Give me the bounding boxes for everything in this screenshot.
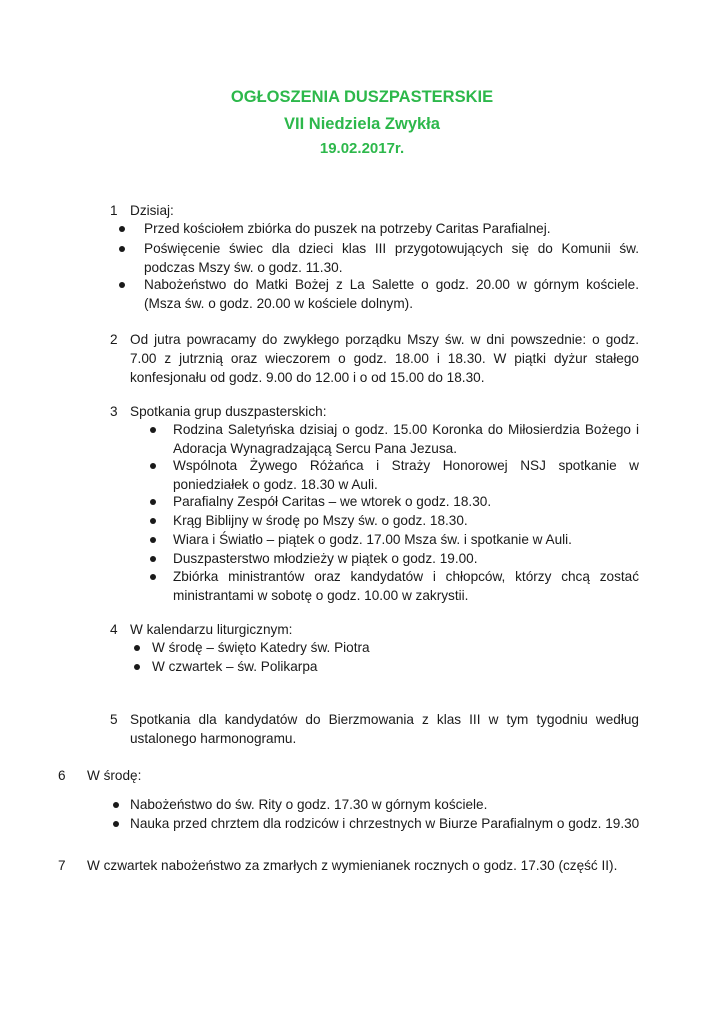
section-4-item: W środę – święto Katedry św. Piotra [152, 640, 370, 655]
bullet-icon [119, 226, 125, 232]
bullet-icon [150, 537, 156, 543]
section-2-text: Od jutra powracamy do zwykłego porządku Mszy św. w dni powszednie: o godz. 7.00 z jutrznią oraz wieczorem o godz. 18.00 i 18.30. W piątki dyżur stałego konfesjonału od godz. 9.00 do 12.00 i o od 15.00 do 18.30. [130, 332, 639, 385]
section-1-item: Poświęcenie świec dla dzieci klas III przygotowujących się do Komunii św. podczas Mszy św. o godz. 11.30. [144, 241, 639, 275]
page-date: 19.02.2017r. [319, 140, 405, 157]
section-4-label: W kalendarzu liturgicznym: [130, 622, 293, 637]
section-3-item: Wiara i Światło – piątek o godz. 17.00 Msza św. i spotkanie w Auli. [173, 532, 572, 547]
bullet-icon [113, 821, 119, 827]
page-title: OGŁOSZENIA DUSZPASTERSKIE [230, 88, 494, 106]
section-5-text: Spotkania dla kandydatów do Bierzmowania z klas III w tym tygodniu według ustalonego harmonogramu. [130, 712, 639, 746]
section-7-number: 7 [58, 858, 66, 873]
section-1-label: Dzisiaj: [130, 203, 174, 218]
section-3-item: Duszpasterstwo młodzieży w piątek o godz. 19.00. [173, 551, 478, 566]
section-1-number: 1 [110, 203, 118, 218]
bullet-icon [150, 463, 156, 469]
bullet-icon [119, 282, 125, 288]
section-3-item: Zbiórka ministrantów oraz kandydatów i chłopców, którzy chcą zostać ministrantami w sobotę o godz. 10.00 w zakrystii. [173, 569, 639, 603]
section-6-item: Nabożeństwo do św. Rity o godz. 17.30 w górnym kościele. [130, 797, 488, 812]
section-3-item: Rodzina Saletyńska dzisiaj o godz. 15.00 Koronka do Miłosierdzia Bożego i Adoracja Wynagradzającą Sercu Pana Jezusa. [173, 422, 639, 456]
section-7-text: W czwartek nabożeństwo za zmarłych z wymienianek rocznych o godz. 17.30 (część II). [87, 858, 618, 873]
section-3-label: Spotkania grup duszpasterskich: [130, 404, 327, 419]
bullet-icon [134, 664, 140, 670]
bullet-icon [150, 518, 156, 524]
bullet-icon [150, 574, 156, 580]
bullet-icon [150, 427, 156, 433]
bullet-icon [113, 802, 119, 808]
section-6-item: Nauka przed chrztem dla rodziców i chrzestnych w Biurze Parafialnym o godz. 19.30 [130, 816, 640, 831]
section-4-number: 4 [110, 622, 118, 637]
page-subtitle: VII Niedziela Zwykła [284, 115, 440, 133]
section-3-item: Parafialny Zespół Caritas – we wtorek o godz. 18.30. [173, 494, 492, 509]
bullet-icon [150, 556, 156, 562]
section-6-label: W środę: [87, 768, 142, 783]
section-6-number: 6 [58, 768, 66, 783]
bullet-icon [134, 645, 140, 651]
section-1-item: Przed kościołem zbiórka do puszek na potrzeby Caritas Parafialnej. [144, 221, 551, 236]
section-2-number: 2 [110, 332, 118, 347]
section-3-item: Wspólnota Żywego Różańca i Straży Honorowej NSJ spotkanie w poniedziałek o godz. 18.30 w Auli. [173, 458, 639, 492]
section-3-item: Krąg Biblijny w środę po Mszy św. o godz. 18.30. [173, 513, 468, 528]
section-1-item: Nabożeństwo do Matki Bożej z La Salette o godz. 20.00 w górnym kościele. (Msza św. o godz. 20.00 w kościele dolnym). [144, 277, 639, 311]
section-3-number: 3 [110, 404, 118, 419]
bullet-icon [119, 246, 125, 252]
section-5-number: 5 [110, 712, 118, 727]
bullet-icon [150, 499, 156, 505]
section-4-item: W czwartek – św. Polikarpa [152, 659, 318, 674]
